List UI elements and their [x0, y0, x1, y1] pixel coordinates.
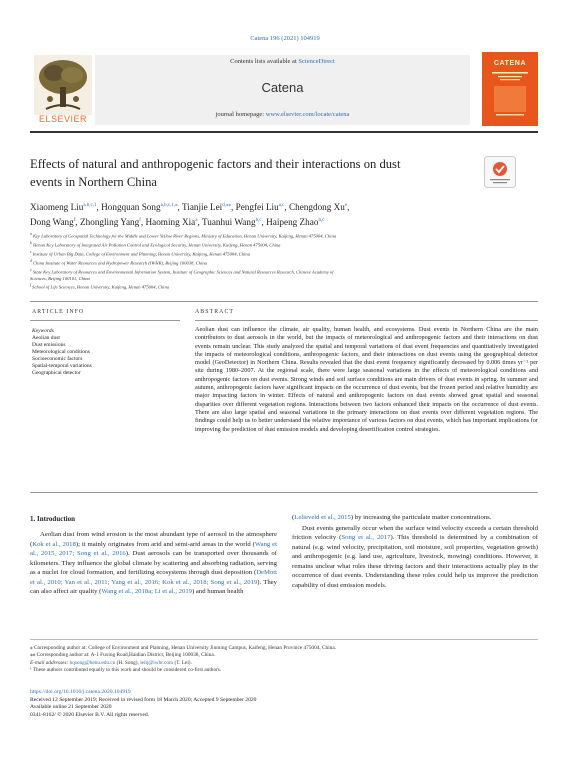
- affiliation-mark: a: [30, 232, 32, 236]
- author-name: Chengdong Xu: [289, 202, 345, 213]
- keyword[interactable]: Aeolian dust: [32, 335, 60, 341]
- author-affiliation-marks: e: [344, 203, 348, 208]
- author-affiliation-marks: d,⁎⁎: [222, 203, 231, 208]
- author-name: Xiaomeng Liu: [30, 202, 84, 213]
- article-info-heading: ARTICLE INFO: [32, 309, 85, 315]
- affiliation-mark: c: [30, 249, 32, 254]
- citation-link[interactable]: Wang et al., 2015, 2017; Song et al., 2016: [30, 540, 277, 557]
- article-info-rule: [30, 320, 180, 321]
- email-link[interactable]: leitj@iwhr.com: [140, 659, 174, 666]
- contents-prefix: Contents lists available at: [230, 58, 299, 65]
- affiliation: [30, 267, 538, 276]
- author-affiliation-marks: a,c: [278, 203, 285, 208]
- keyword[interactable]: Dust emissions: [32, 342, 66, 348]
- author[interactable]: [146, 217, 198, 227]
- author[interactable]: [30, 202, 97, 212]
- author-name: Pengfei Liu: [235, 202, 279, 213]
- author[interactable]: [266, 217, 324, 227]
- article-title: [30, 155, 460, 191]
- author[interactable]: [182, 202, 231, 212]
- author[interactable]: [289, 202, 347, 212]
- email-addresses: [30, 660, 538, 667]
- intro-left-column: [30, 530, 277, 597]
- copyright-notice: 0341-8162/ © 2020 Elsevier B.V. All rights reserved.: [30, 712, 150, 719]
- author-line: Xiaomeng Liu$^{a,b,c,1}$, Hongquan Song$^{a,b,c,1,⁎}$, Tianjie Lei$^{d,⁎⁎}$, Pengfei Liu$^{a,c}$, Chengdong Xu$^e$,: [30, 202, 350, 213]
- affiliation-mark: f: [30, 283, 31, 288]
- affiliation-mark: e: [30, 267, 32, 272]
- author-line: Dong Wang$^f$, Zhongling Yang$^f$, Haoming Xia$^a$, Tuanhui Wang$^{b,c}$, Haipeng Zhao$^{b,c}$: [30, 217, 325, 228]
- abstract-bottom-rule: [30, 492, 538, 493]
- journal-cover-title: CATENA: [493, 60, 527, 67]
- affiliation: [30, 240, 538, 249]
- affiliation-text: School of Life Sciences, Henan University, Kaifeng, Henan 475004, China: [32, 284, 170, 290]
- author[interactable]: [80, 217, 141, 227]
- citation-link[interactable]: Kok et al., 2018: [32, 540, 76, 548]
- affiliation-text: Sciences, Beijing 100101, China: [30, 275, 90, 281]
- author[interactable]: [202, 217, 262, 227]
- affiliation: [30, 282, 538, 291]
- affiliation-divider: [30, 301, 538, 302]
- keyword[interactable]: Geographical detector: [32, 370, 81, 376]
- keyword[interactable]: Meteorological conditions: [32, 349, 90, 355]
- author-name: Dong Wang: [30, 217, 74, 228]
- affiliation-mark: b: [30, 240, 32, 245]
- body-text: ). They can also affect air quality (: [30, 578, 277, 595]
- author[interactable]: [30, 217, 75, 227]
- elsevier-tree-logo: [34, 55, 92, 115]
- author-affiliation-marks: b,c: [255, 218, 262, 224]
- elsevier-wordmark: ELSEVIER: [38, 114, 88, 124]
- email-label: E-mail addresses:: [30, 659, 69, 666]
- header-divider: [30, 131, 538, 133]
- email-owner: (T. Lei).: [173, 659, 192, 666]
- doi-link[interactable]: https://doi.org/10.1016/j.catena.2020.104919: [30, 689, 131, 695]
- journal-reference[interactable]: Catena 196 (2021) 104919: [250, 35, 320, 42]
- corresponding-author-note: ⁎ Corresponding author at: College of Environment and Planning, Henan University Jinming Campus, Kaifeng, Henan Province 475004, China.: [30, 645, 336, 651]
- body-text: Aeolian dust from wind erosion is the most abundant type of aerosol in the atmosphere (: [30, 531, 277, 548]
- author-name: Haoming Xia: [145, 217, 196, 228]
- body-text: ) and human health: [192, 588, 244, 595]
- keywords-label: Keywords: [32, 328, 54, 334]
- author-list: [30, 199, 530, 229]
- title-line: events in Northern China: [30, 175, 157, 189]
- affiliation: [30, 258, 538, 267]
- body-text: ) by increasing the particulate matter concentrations.: [350, 514, 492, 521]
- journal-cover-artwork: [488, 70, 532, 120]
- affiliation-text: Institute of Urban Big Data, College of Environment and Planning, Henan University, Kaifeng, Henan 475004, China: [32, 251, 251, 257]
- keyword[interactable]: Socioeconomic factors: [32, 356, 83, 362]
- affiliation-text: Key Laboratory of Geospatial Technology for the Middle and Lower Yellow River Regions, Ministry of Education, Henan University, Kaifeng, Henan 475004, China: [32, 233, 337, 239]
- author-name: Tianjie Lei: [181, 202, 223, 213]
- author-name: Haipeng Zhao: [266, 217, 319, 228]
- author-name: Tuanhui Wang: [201, 217, 256, 228]
- affiliation-text: State Key Laboratory of Resources and Environmental Information System, Institute of Geographic Sciences and Natural Resources Research, Chinese Academy of: [32, 269, 334, 275]
- footnote-divider: [30, 639, 538, 640]
- contents-line: [95, 58, 470, 65]
- author-affiliation-marks: a,b,c,1,⁎: [160, 203, 178, 208]
- keywords-block: [32, 328, 172, 377]
- affiliation-text: China Institute of Water Resources and Hydropower Research (IWHR), Beijing 100038, China: [32, 260, 207, 266]
- body-text: ). This threshold is determined by a combination of natural (e.g. wind velocity, precipitation, soil moisture, soil properties, vegetation growth) and anthropogenic (e.g. land use, agriculture, livestock, mowing) conditions. However, it remains unclear what roles these driving factors and their interactions actually play in the occurrence of dust events. Understanding these roles could help us improve the prediction capability of dust emission models.: [292, 534, 538, 589]
- affiliation: [30, 231, 538, 240]
- sciencedirect-link[interactable]: ScienceDirect: [298, 58, 335, 65]
- homepage-prefix: journal homepage:: [215, 111, 266, 118]
- journal-name[interactable]: Catena: [261, 80, 304, 95]
- abstract-rule: [195, 320, 538, 321]
- body-text: ); it mainly originates from arid and semi-arid areas in the world (: [75, 540, 255, 548]
- article-history: [30, 689, 538, 720]
- section-heading-introduction: 1. Introduction: [30, 515, 75, 523]
- available-online-date: Available online 21 September 2020: [30, 704, 112, 711]
- corresponding-author-note: ⁎⁎ Corresponding author at: A-1 Fuxing Road,Haidian District, Beijing 100038, China.: [30, 652, 216, 659]
- check-for-updates-icon[interactable]: [484, 156, 516, 188]
- journal-homepage-line: [95, 111, 470, 118]
- homepage-link[interactable]: www.elsevier.com/locate/catena: [265, 111, 350, 118]
- author-affiliation-marks: f: [139, 218, 141, 224]
- author-affiliation-marks: f: [73, 218, 76, 224]
- email-link[interactable]: hqsong@henu.edu.cn: [69, 659, 116, 666]
- author-name: Zhongling Yang: [80, 217, 140, 228]
- author-affiliation-marks: a: [195, 218, 198, 224]
- author-name: Hongquan Song: [101, 202, 161, 213]
- affiliation: [30, 249, 538, 258]
- citation-link[interactable]: Wang et al., 2018a; Li et al., 2019: [101, 588, 193, 595]
- intro-paragraph-2: [292, 524, 538, 591]
- title-line: Effects of natural and anthropogenic factors and their interactions on dust: [30, 157, 401, 171]
- body-text: Dust events generally occur when the surface wind velocity exceeds a certain threshold friction velocity (: [292, 524, 538, 541]
- body-text: ). Dust aerosols can be transported over thousands of kilometers. They influence the global climate by scattering and absorbing radiation, serving as a nuclei for cloud formation, and fertilizing ecosystems through dust deposition (: [30, 550, 278, 576]
- affiliation-list: [30, 231, 538, 291]
- intro-paragraph-1: [30, 530, 277, 597]
- intro-right-column: [292, 513, 538, 590]
- affiliation-mark: d: [30, 258, 32, 263]
- author-affiliation-marks: a,b,c,1: [83, 203, 97, 208]
- abstract-text: Aeolian dust can influence the climate, air quality, human health, and ecosystems. Dust events in Northern China are the main contributors to dust aerosols in the world, but the impacts of meteorological and anthropogenic factors and their interactions on dust events remain unclear. This study analyzed the spatial and temporal variations of dust event frequencies and quantitatively investigated the impacts of meteorological conditions, anthropogenic factors, and their interactions on dust events using the geographical detector model (GeoDetector) in Northern China. Results revealed that the dust event frequency significantly decreased by 0.006 times yr⁻¹ per site during 1980–2007. At the regional scale, there were large seasonal variations in the effects of meteorological conditions and anthropogenic factors on dust events. Strong winds and soil surface conditions are main drivers of dust events in spring. In summer and autumn, anthropogenic factors have significant impacts on the occurrence of dust events, but the frozen period and relative humidity are major impacting factors in winter. Effects of natural and anthropogenic factors on dust events showed great spatial and seasonal disparities over different vegetation regions. Interactions between two factors enhanced their impacts on the occurrence of dust events. There are also large spatial and seasonal variations in the primary interactions on dust events over different vegetation regions. The findings could help us to better understand the relative importance of various factors on dust events, which has important implications for improving the prediction of dust emission models and developing desertification control strategies.: [195, 326, 538, 433]
- author-affiliation-marks: b,c: [318, 218, 325, 224]
- keyword[interactable]: Spatial-temporal variations: [32, 363, 92, 369]
- received-dates: Received 12 September 2019; Received in revised form 18 March 2020; Accepted 9 September 2020: [30, 696, 257, 703]
- equal-contribution-note: ¹ These authors contributed equally to this work and should be considered co-first authors.: [30, 666, 222, 673]
- citation-link[interactable]: Lelieveld et al., 2015: [294, 514, 351, 521]
- author[interactable]: [101, 202, 177, 212]
- citation-link[interactable]: DeMott et al., 2010; Yan et al., 2011; Yang et al., 2016; Kok et al., 2018; Song et al., 2019: [30, 569, 277, 586]
- body-text: (: [292, 514, 295, 521]
- email-owner: (H. Song),: [115, 659, 141, 666]
- affiliation-text: Henan Key Laboratory of Integrated Air Pollution Control and Ecological Security, Henan University, Kaifeng, Henan 475004, China: [32, 242, 281, 248]
- intro-paragraph-1-continued: [292, 513, 538, 523]
- footnotes: [30, 645, 538, 674]
- abstract-heading: ABSTRACT: [195, 309, 235, 315]
- citation-link[interactable]: Song et al., 2017: [341, 534, 391, 541]
- author[interactable]: [236, 202, 285, 212]
